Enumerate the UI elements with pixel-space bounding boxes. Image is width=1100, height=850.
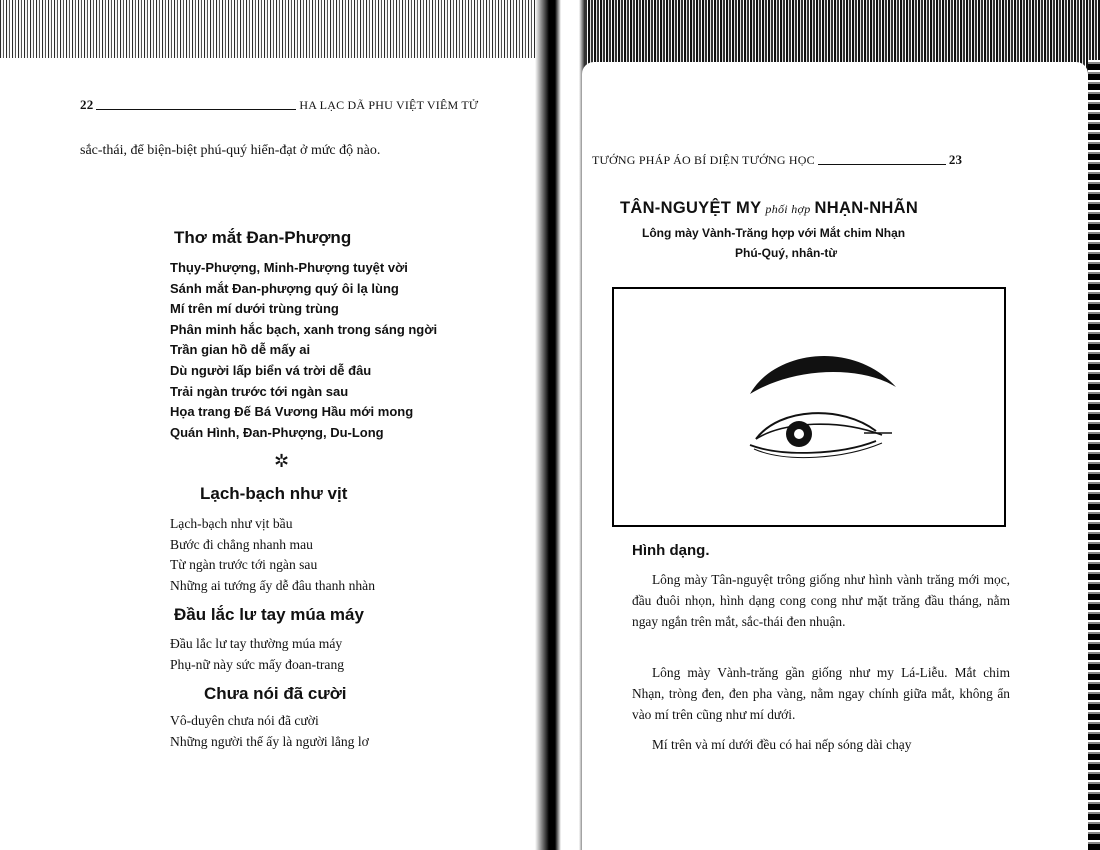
poem-line: Phụ-nữ này sức mấy đoan-trang — [170, 656, 345, 672]
poem-line: Những ai tướng ấy dễ đâu thanh nhàn — [170, 577, 376, 593]
paragraph-1: Lông mày Tân-nguyệt trông giống như hình vành trăng mới mọc, đầu đuôi nhọn, hình dạng cong cong như mặt trăng đầu tháng, nằm ngay ngắn trên mắt, sắc-thái đen nhuận. — [632, 572, 1010, 629]
book-gutter — [535, 0, 585, 850]
poem3-body — [170, 634, 344, 675]
crescent-eyebrow-icon — [750, 356, 896, 394]
lead-line: sắc-thái, để biện-biệt phú-quý hiển-đạt ở mức độ nào. — [80, 143, 381, 158]
upper-eyelid — [756, 413, 876, 439]
left-page — [2, 58, 532, 850]
title-right: NHẠN-NHÃN — [814, 199, 919, 217]
poem-line: Dù người lấp biển vá trời dễ đâu — [170, 362, 372, 378]
header-rule — [96, 108, 296, 110]
poem-line: Trần gian hồ dễ mấy ai — [170, 342, 311, 358]
right-page-header — [592, 152, 1012, 168]
poem2-title: Lạch-bạch như vịt — [200, 484, 348, 503]
poem-line: Trải ngàn trước tới ngàn sau — [170, 383, 349, 399]
left-page-header — [80, 97, 500, 113]
separator-star-icon: ✲ — [274, 451, 290, 471]
poem-line: Phân minh hắc bạch, xanh trong sáng ngời — [170, 321, 438, 337]
poem-line: Mí trên mí dưới trùng trùng — [170, 301, 339, 317]
title-mid: phối hợp — [765, 202, 811, 216]
section-heading: Hình dạng. — [632, 542, 710, 559]
poem-line: Vô-duyên chưa nói đã cười — [170, 713, 319, 728]
poem2-body — [170, 514, 375, 596]
poem4-body — [170, 711, 369, 752]
poem-line: Bước đi chẳng nhanh mau — [170, 536, 313, 552]
poem4-title: Chưa nói đã cười — [204, 684, 347, 703]
poem1-body — [170, 258, 437, 443]
right-page-number: 23 — [948, 152, 963, 167]
poem-line: Đầu lắc lư tay thường múa máy — [170, 636, 343, 651]
poem-line: Thụy-Phượng, Minh-Phượng tuyệt vời — [170, 260, 408, 275]
right-running-title: TƯỚNG PHÁP ÁO BÍ DIỆN TƯỚNG HỌC — [592, 153, 815, 167]
paragraph-3: Mí trên và mí dưới đều có hai nếp sóng dài chạy — [652, 737, 912, 752]
right-page — [582, 62, 1088, 850]
article-subtitle-2: Phú-Quý, nhân-từ — [735, 246, 838, 260]
poem-line: Sánh mắt Đan-phượng quý ôi lạ lùng — [170, 280, 399, 296]
eyebrow-eye-drawing — [614, 289, 1004, 525]
pupil-highlight — [794, 429, 804, 439]
poem-line: Lạch-bạch như vịt bầu — [170, 516, 293, 531]
poem-line: Từ ngàn trước tới ngàn sau — [170, 557, 318, 573]
poem3-title: Đầu lắc lư tay múa máy — [174, 605, 364, 624]
scan-edge-right — [1088, 60, 1100, 850]
left-page-number: 22 — [80, 97, 94, 112]
header-rule — [818, 163, 946, 165]
title-left: TÂN-NGUYỆT MY — [620, 199, 762, 217]
poem-line: Những người thế ấy là người lẳng lơ — [170, 733, 369, 749]
poem-line: Họa trang Đế Bá Vương Hầu mới mong — [170, 404, 414, 420]
poem-line: Quán Hình, Đan-Phượng, Du-Long — [170, 424, 384, 440]
article-title — [620, 199, 918, 218]
paragraph-2: Lông mày Vành-trăng gần giống như my Lá-Liễu. Mắt chim Nhạn, tròng đen, đen pha vàng, nằm ngay chính giữa mắt, không ẩn vào mí trên cũng như mí dưới. — [632, 665, 1010, 722]
upper-eyelid-fold — [756, 424, 882, 439]
article-subtitle-1: Lông mày Vành-Trăng hợp với Mắt chim Nhạn — [642, 226, 906, 240]
eye-brow-illustration — [612, 287, 1006, 527]
poem1-title: Thơ mắt Đan-Phượng — [174, 228, 352, 247]
left-running-title: HA LẠC DÃ PHU VIỆT VIÊM TỬ — [299, 98, 479, 112]
